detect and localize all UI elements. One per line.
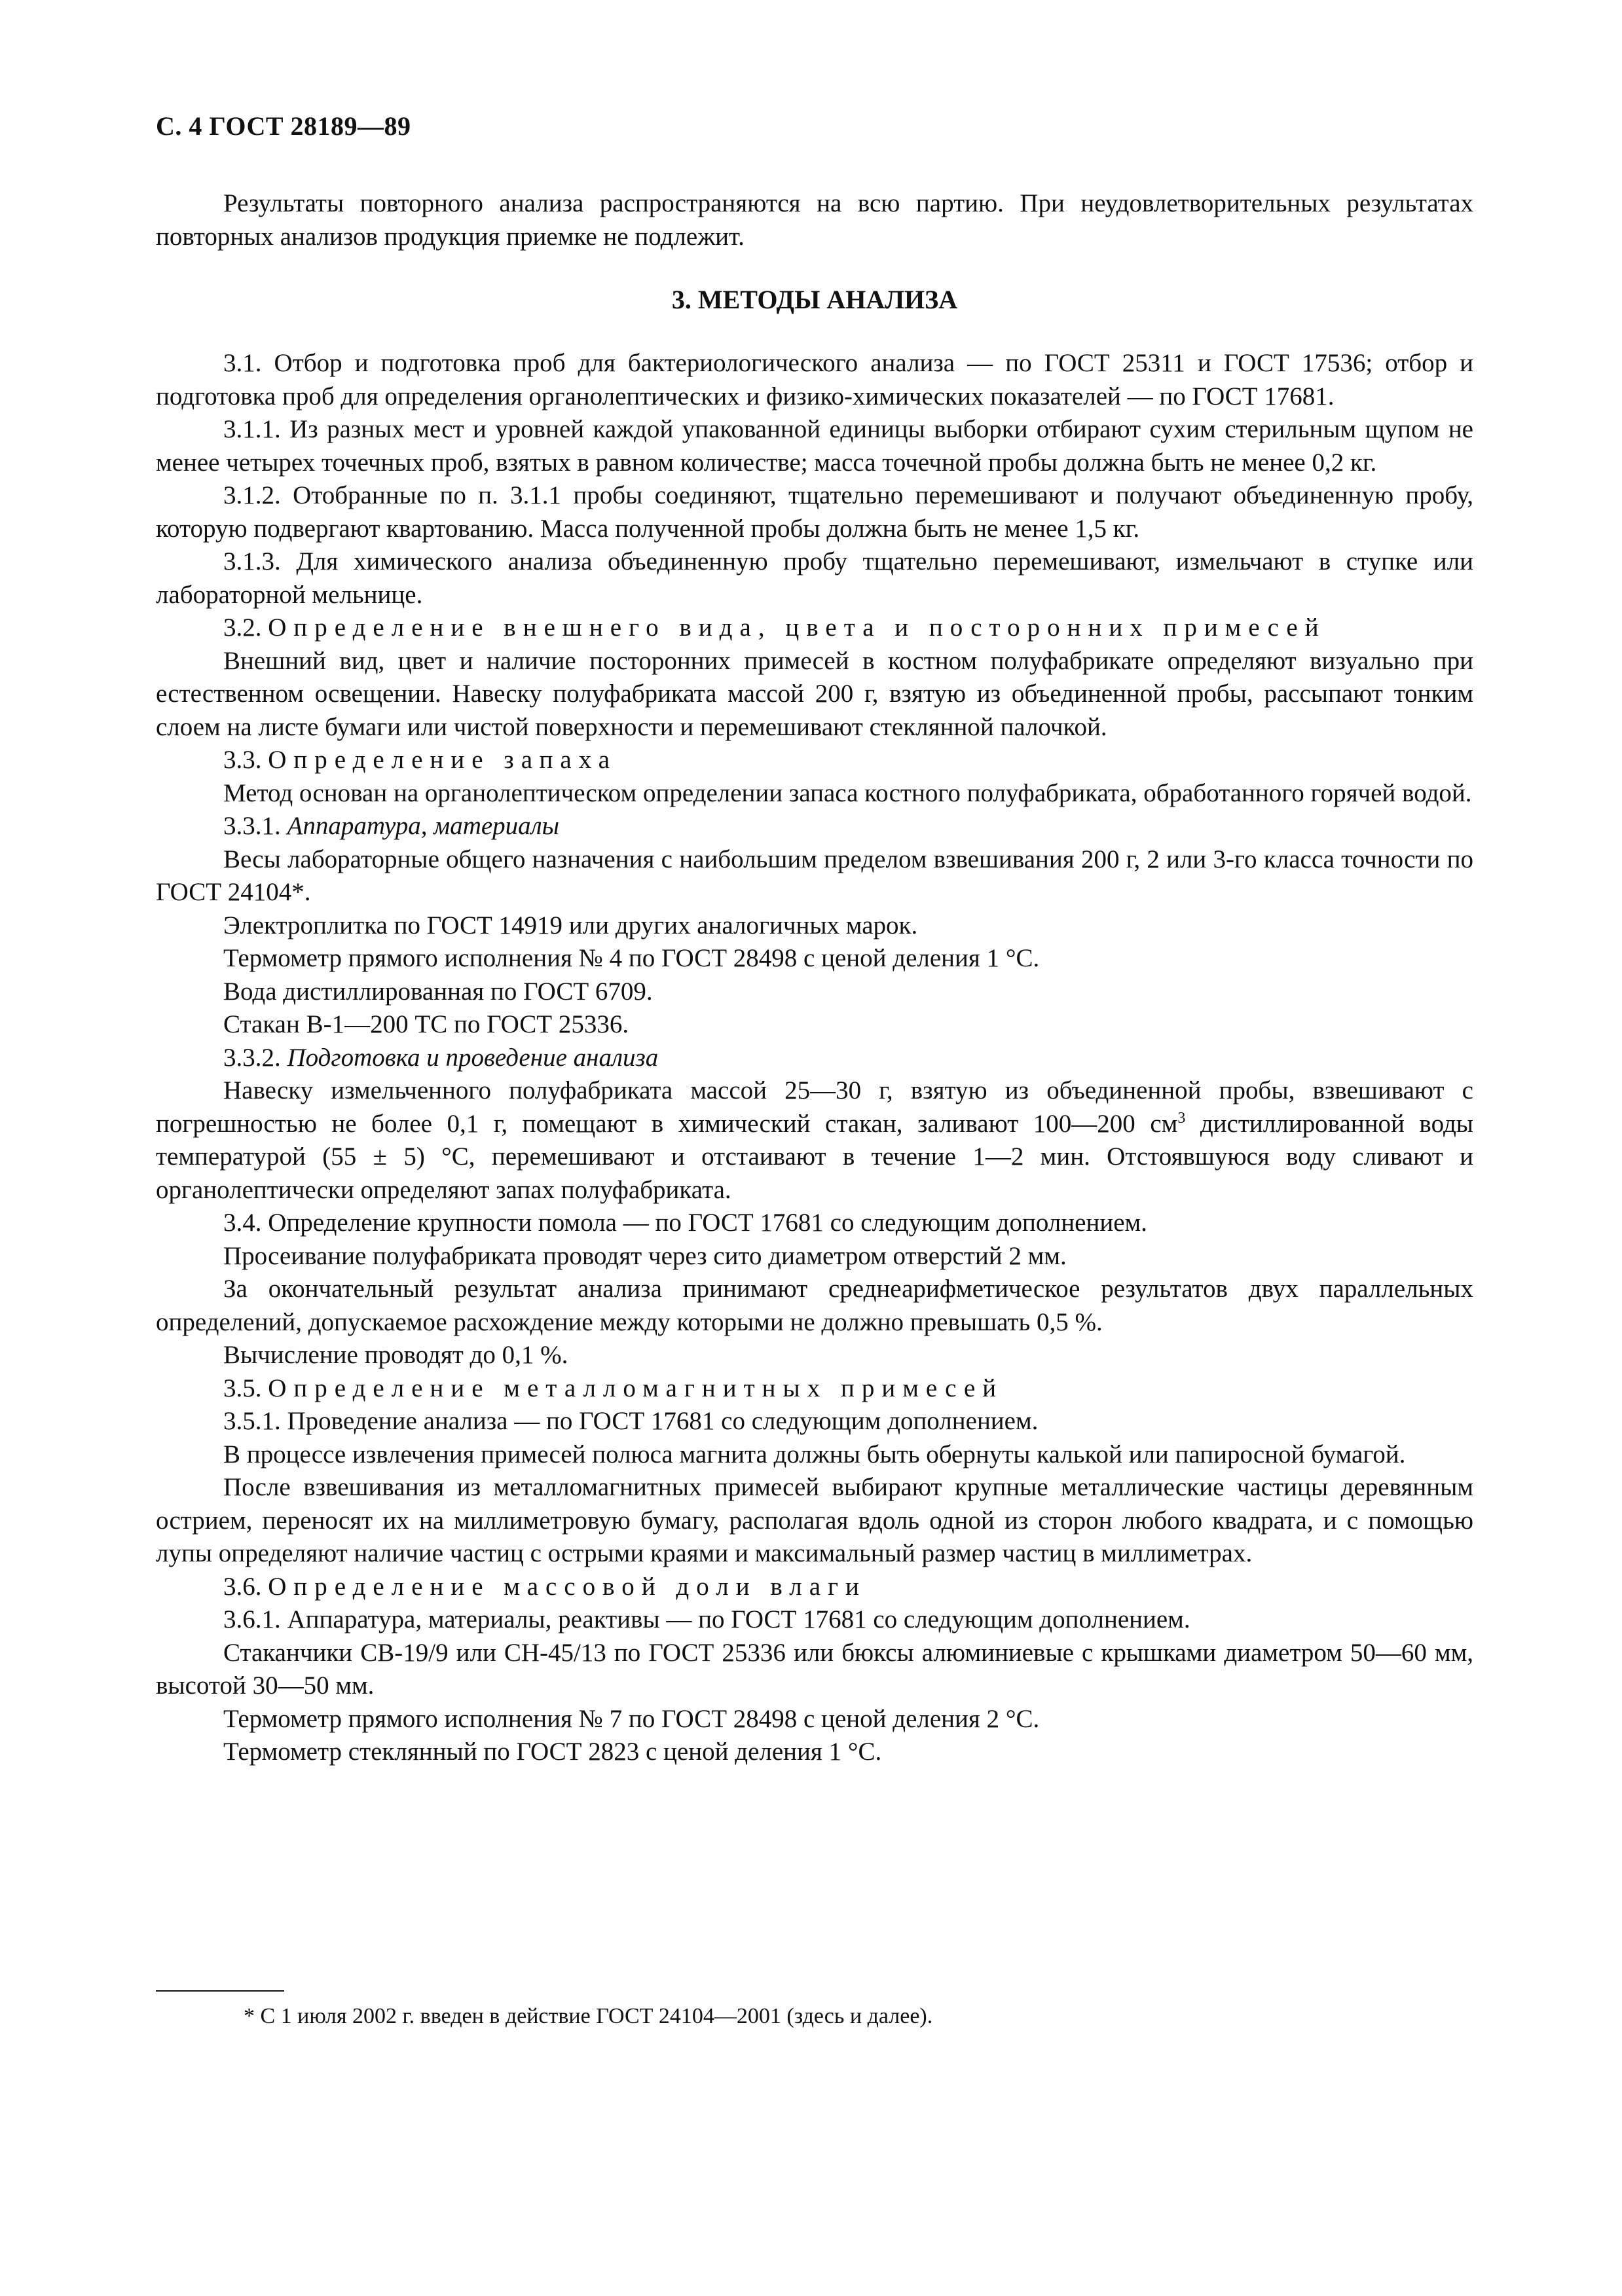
clause-3-4-item: Вычисление проводят до 0,1 %. [223,1341,568,1369]
equipment-item: Электроплитка по ГОСТ 14919 или других аналогичных марок. [223,911,918,939]
clause-number: 3.5. [223,1374,262,1402]
clause-3-6-item: Стаканчики СВ-19/9 или СН-45/13 по ГОСТ 25336 или бюксы алюминиевые с крышками диаметром 50—60 мм, высотой 30—50 мм. [156,1638,1473,1700]
clause-3-2-heading [156,611,1473,645]
clause-3-1-1 [156,413,1473,479]
clause-number: 3.1. [223,349,262,377]
intro-paragraph: Результаты повторного анализа распространяются на всю партию. При неудовлетворительных результатах повторных анализов продукция приемке не подлежит. [156,189,1473,251]
clause-number: 3.3.1. [223,812,281,840]
clause-3-1 [156,347,1473,413]
clause-number: 3.4. [223,1209,262,1237]
clause-3-6-item: Термометр стеклянный по ГОСТ 2823 с ценой деления 1 °С. [223,1738,882,1766]
clause-heading: Аппаратура, материалы [287,812,560,840]
clause-number: 3.2. [223,613,262,642]
clause-number: 3.1.2. [223,481,281,509]
clause-3-5-heading [156,1372,1473,1406]
clause-heading: Определение внешнего вида, цвета и посторонних примесей [268,613,1326,642]
clause-3-3-2-body [156,1074,1473,1207]
clause-heading: Определение массовой доли влаги [268,1572,866,1601]
clause-3-4 [156,1207,1473,1240]
clause-3-3-2-heading [156,1042,1473,1075]
clause-3-5-item: В процессе извлечения примесей полюса магнита должны быть обернуты калькой или папиросной бумагой. [223,1440,1406,1468]
clause-text: Отобранные по п. 3.1.1 пробы соединяют, тщательно перемешивают и получают объединенную пробу, которую подвергают квартованию. Масса полученной пробы должна быть не менее 1,5 кг. [156,481,1474,543]
page-header: С. 4 ГОСТ 28189—89 [156,111,411,141]
equipment-item: Весы лабораторные общего назначения с наибольшим пределом взвешивания 200 г, 2 или 3-го класса точности по ГОСТ 24104*. [156,845,1473,906]
clause-text: Из разных мест и уровней каждой упакованной единицы выборки отбирают сухим стерильным щупом не менее четырех точечных проб, взятых в равном количестве; масса точечной пробы должна быть не менее 0,2 кг. [156,415,1473,477]
clause-3-4-item: Просеивание полуфабриката проводят через сито диаметром отверстий 2 мм. [223,1241,1067,1270]
clause-3-6-item: Термометр прямого исполнения № 7 по ГОСТ 28498 с ценой деления 2 °С. [223,1704,1040,1733]
clause-3-3-heading [156,744,1473,777]
clause-text: Для химического анализа объединенную пробу тщательно перемешивают, измельчают в ступке или лабораторной мельнице. [156,547,1473,609]
clause-3-4-item: За окончательный результат анализа принимают среднеарифметическое результатов двух параллельных определений, допускаемое расхождение между которыми не должно превышать 0,5 %. [156,1275,1473,1336]
clause-heading: Подготовка и проведение анализа [287,1043,659,1072]
clause-3-5-item: После взвешивания из металломагнитных примесей выбирают крупные металлические частицы деревянным острием, переносят их на миллиметровую бумагу, располагая вдоль одной из сторон любого квадрата, и с помощью лупы определяют наличие частиц с острыми краями и максимальный размер частиц в миллиметрах. [156,1473,1473,1567]
body-text: дистиллированной воды температурой (55 ± 5) °С, перемешивают и отстаивают в течение 1—2 мин. Отстоявшуюся воду сливают и органолептически определяют запах полуфабриката. [156,1109,1473,1204]
clause-number: 3.3.2. [223,1043,281,1072]
clause-text: Определение крупности помола — по ГОСТ 17681 со следующим дополнением. [268,1209,1147,1237]
clause-number: 3.1.1. [223,415,281,443]
clause-3-1-3 [156,545,1473,611]
section-title: 3. МЕТОДЫ АНАЛИЗА [671,285,958,314]
footnote: * С 1 июля 2002 г. введен в действие ГОСТ 24104—2001 (здесь и далее). [244,2004,933,2028]
clause-3-6-1 [156,1603,1473,1637]
clause-3-6-heading [156,1571,1473,1604]
clause-number: 3.5.1. [223,1407,281,1435]
footnote-divider [156,1990,284,1992]
clause-number: 3.3. [223,746,262,774]
equipment-item: Термометр прямого исполнения № 4 по ГОСТ 28498 с ценой деления 1 °С. [223,944,1040,972]
clause-heading: Определение запаха [268,746,617,774]
clause-number: 3.6.1. [223,1605,281,1633]
clause-3-1-2 [156,479,1473,545]
clause-number: 3.6. [223,1572,262,1601]
clause-3-3-body: Метод основан на органолептическом определении запаса костного полуфабриката, обработанного горячей водой. [223,778,1472,807]
body-text: Навеску измельченного полуфабриката массой 25—30 г, взятую из объединенной пробы, взвешивают с погрешностью не более 0,1 г, помещают в химический стакан, заливают 100—200 см [156,1076,1473,1138]
superscript: 3 [1177,1109,1186,1127]
clause-text: Аппаратура, материалы, реактивы — по ГОСТ 17681 со следующим дополнением. [287,1605,1190,1633]
clause-3-5-1 [156,1405,1473,1438]
document-body [156,187,1473,1769]
clause-number: 3.1.3. [223,547,281,575]
equipment-item: Вода дистиллированная по ГОСТ 6709. [223,977,653,1006]
clause-3-3-1-heading [156,810,1473,843]
clause-heading: Определение металломагнитных примесей [268,1374,1004,1402]
clause-text: Отбор и подготовка проб для бактериологического анализа — по ГОСТ 25311 и ГОСТ 17536; отбор и подготовка проб для определения органолептических и физико-химических показателей — по ГОСТ 17681. [156,349,1473,410]
clause-text: Проведение анализа — по ГОСТ 17681 со следующим дополнением. [287,1407,1039,1435]
clause-3-2-body: Внешний вид, цвет и наличие посторонних примесей в костном полуфабрикате определяют визуально при естественном освещении. Навеску полуфабриката массой 200 г, взятую из объединенной пробы, рассыпают тонким слоем на листе бумаги или чистой поверхности и перемешивают стеклянной палочкой. [156,646,1473,741]
equipment-item: Стакан В-1—200 ТС по ГОСТ 25336. [223,1010,629,1038]
